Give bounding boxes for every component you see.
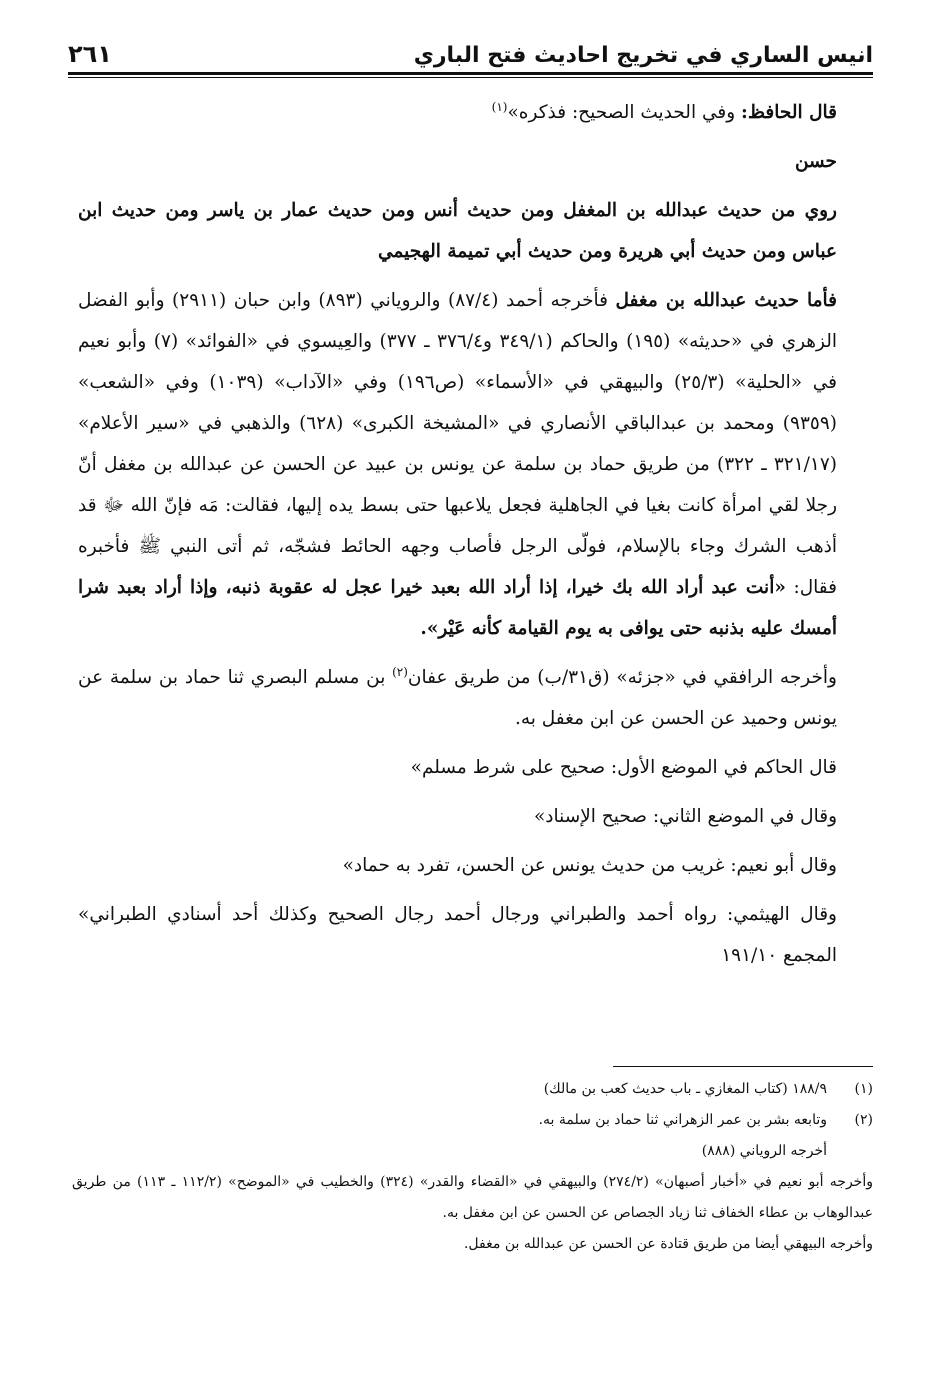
paragraph-hafiz-quote bbox=[78, 92, 877, 133]
main-text bbox=[78, 92, 877, 984]
footnote-2-number: (٢) bbox=[854, 1112, 873, 1128]
page-header bbox=[68, 28, 873, 75]
rafiqi-text-b: بن مسلم البصري ثنا حماد بن سلمة عن يونس وحميد عن الحسن عن ابن مغفل به. bbox=[78, 667, 837, 729]
section-heading: فأما حديث عبدالله بن مغفل bbox=[615, 290, 838, 311]
header-rule bbox=[68, 77, 873, 78]
paragraph-haythami: وقال الهيثمي: رواه أحمد والطبراني ورجال أحمد رجال الصحيح وكذلك أحد أسنادي الطبراني» المجمع ١٩١/١٠ bbox=[78, 904, 837, 966]
footnote-1 bbox=[72, 1074, 873, 1105]
paragraph-abdullah-ibn-mughaffal bbox=[78, 280, 877, 649]
rafiqi-text-a: وأخرجه الرافقي في «جزئه» (ق٣١/ب) من طريق عفان bbox=[407, 667, 837, 688]
paragraph-rafiqi bbox=[78, 657, 877, 739]
paragraph-narrations-summary: روي من حديث عبدالله بن المغفل ومن حديث أنس ومن حديث عمار بن ياسر ومن حديث ابن عباس ومن حديث أبي هريرة ومن حديث أبي تميمة الهجيمي bbox=[78, 200, 837, 262]
paragraph-abu-nuaym: وقال أبو نعيم: غريب من حديث يونس عن الحسن، تفرد به حماد» bbox=[342, 855, 837, 876]
footnote-ref-2: (٢) bbox=[392, 664, 408, 679]
takhrij-text: فأخرجه أحمد (٨٧/٤) والروياني (٨٩٣) وابن حبان (٢٩١١) وأبو الفضل الزهري في «حديثه» (١٩٥) والحاكم (٣٤٩/١ و٣٧٦/٤ ـ ٣٧٧) والعِيسوي في «الفوائد» (٧) وأبو نعيم في «الحلية» (٢٥/٣) والبيهقي في «الأسماء» (ص١٩٦) وفي «الآداب» (١٠٣٩) وفي «الشعب» (٩٣٥٩) ومحمد بن عبدالباقي الأنصاري في «المشيخة الكبرى» (٦٢٨) والذهبي في «سير الأعلام» (٣٢١/١٧ ـ ٣٢٢) من طريق حماد بن سلمة عن يونس بن عبيد عن الحسن عن عبدالله بن مغفل أنّ رجلا لقي امرأة كانت بغيا في الجاهلية فجعل يلاعبها حتى بسط يده إليها، فقالت: مَه فإنّ الله ﷻ قد أذهب الشرك وجاء بالإسلام، فولّى الرجل فأصاب وجهه الحائط فشجّه، ثم أتى النبي ﷺ فأخبره فقال: bbox=[78, 290, 838, 598]
paragraph-hakim-first: قال الحاكم في الموضع الأول: صحيح على شرط مسلم» bbox=[410, 757, 837, 778]
paragraph-hakim-second: وقال في الموضع الثاني: صحيح الإسناد» bbox=[533, 806, 837, 827]
hadith-text: «أنت عبد أراد الله بك خيرا، إذا أراد الله بعبد خيرا عجل له عقوبة ذنبه، وإذا أراد بعبد شرا أمسك عليه بذنبه حتى يوافى به يوم القيامة كأنه عَيْر». bbox=[78, 577, 837, 639]
running-title: انيس الساري في تخريج احاديث فتح الباري bbox=[413, 43, 873, 68]
paragraph-grade: حسن bbox=[794, 151, 837, 172]
footnote-separator bbox=[613, 1066, 873, 1067]
hafiz-text: وفي الحديث الصحيح: فذكره» bbox=[507, 102, 742, 123]
footnotes bbox=[72, 1074, 873, 1260]
footnote-2-line-1: وتابعه بشر بن عمر الزهراني ثنا حماد بن سلمة به. bbox=[538, 1112, 827, 1128]
footnote-2-line-3: وأخرجه أبو نعيم في «أخبار أصبهان» (٢٧٤/٢) والبيهقي في «القضاء والقدر» (٣٢٤) والخطيب في «الموضح» (١١٢/٢ ـ ١١٣) من طريق عبدالوهاب بن عطاء الخفاف ثنا زياد الجصاص عن الحسن عن ابن مغفل به. bbox=[72, 1174, 873, 1221]
hafiz-label: قال الحافظ: bbox=[741, 102, 837, 123]
page-number: ٢٦١ bbox=[68, 40, 112, 68]
footnote-2-line-4: وأخرجه البيهقي أيضا من طريق قتادة عن الحسن عن عبدالله بن مغفل. bbox=[463, 1236, 873, 1252]
footnote-2-continuation bbox=[72, 1167, 873, 1260]
footnote-ref-1: (١) bbox=[491, 99, 508, 114]
footnote-1-number: (١) bbox=[854, 1081, 873, 1097]
footnote-2 bbox=[72, 1105, 873, 1167]
footnote-2-line-2: أخرجه الروياني (٨٨٨) bbox=[701, 1143, 827, 1159]
footnote-1-text: ١٨٨/٩ (كتاب المغازي ـ باب حديث كعب بن مالك) bbox=[543, 1081, 827, 1097]
